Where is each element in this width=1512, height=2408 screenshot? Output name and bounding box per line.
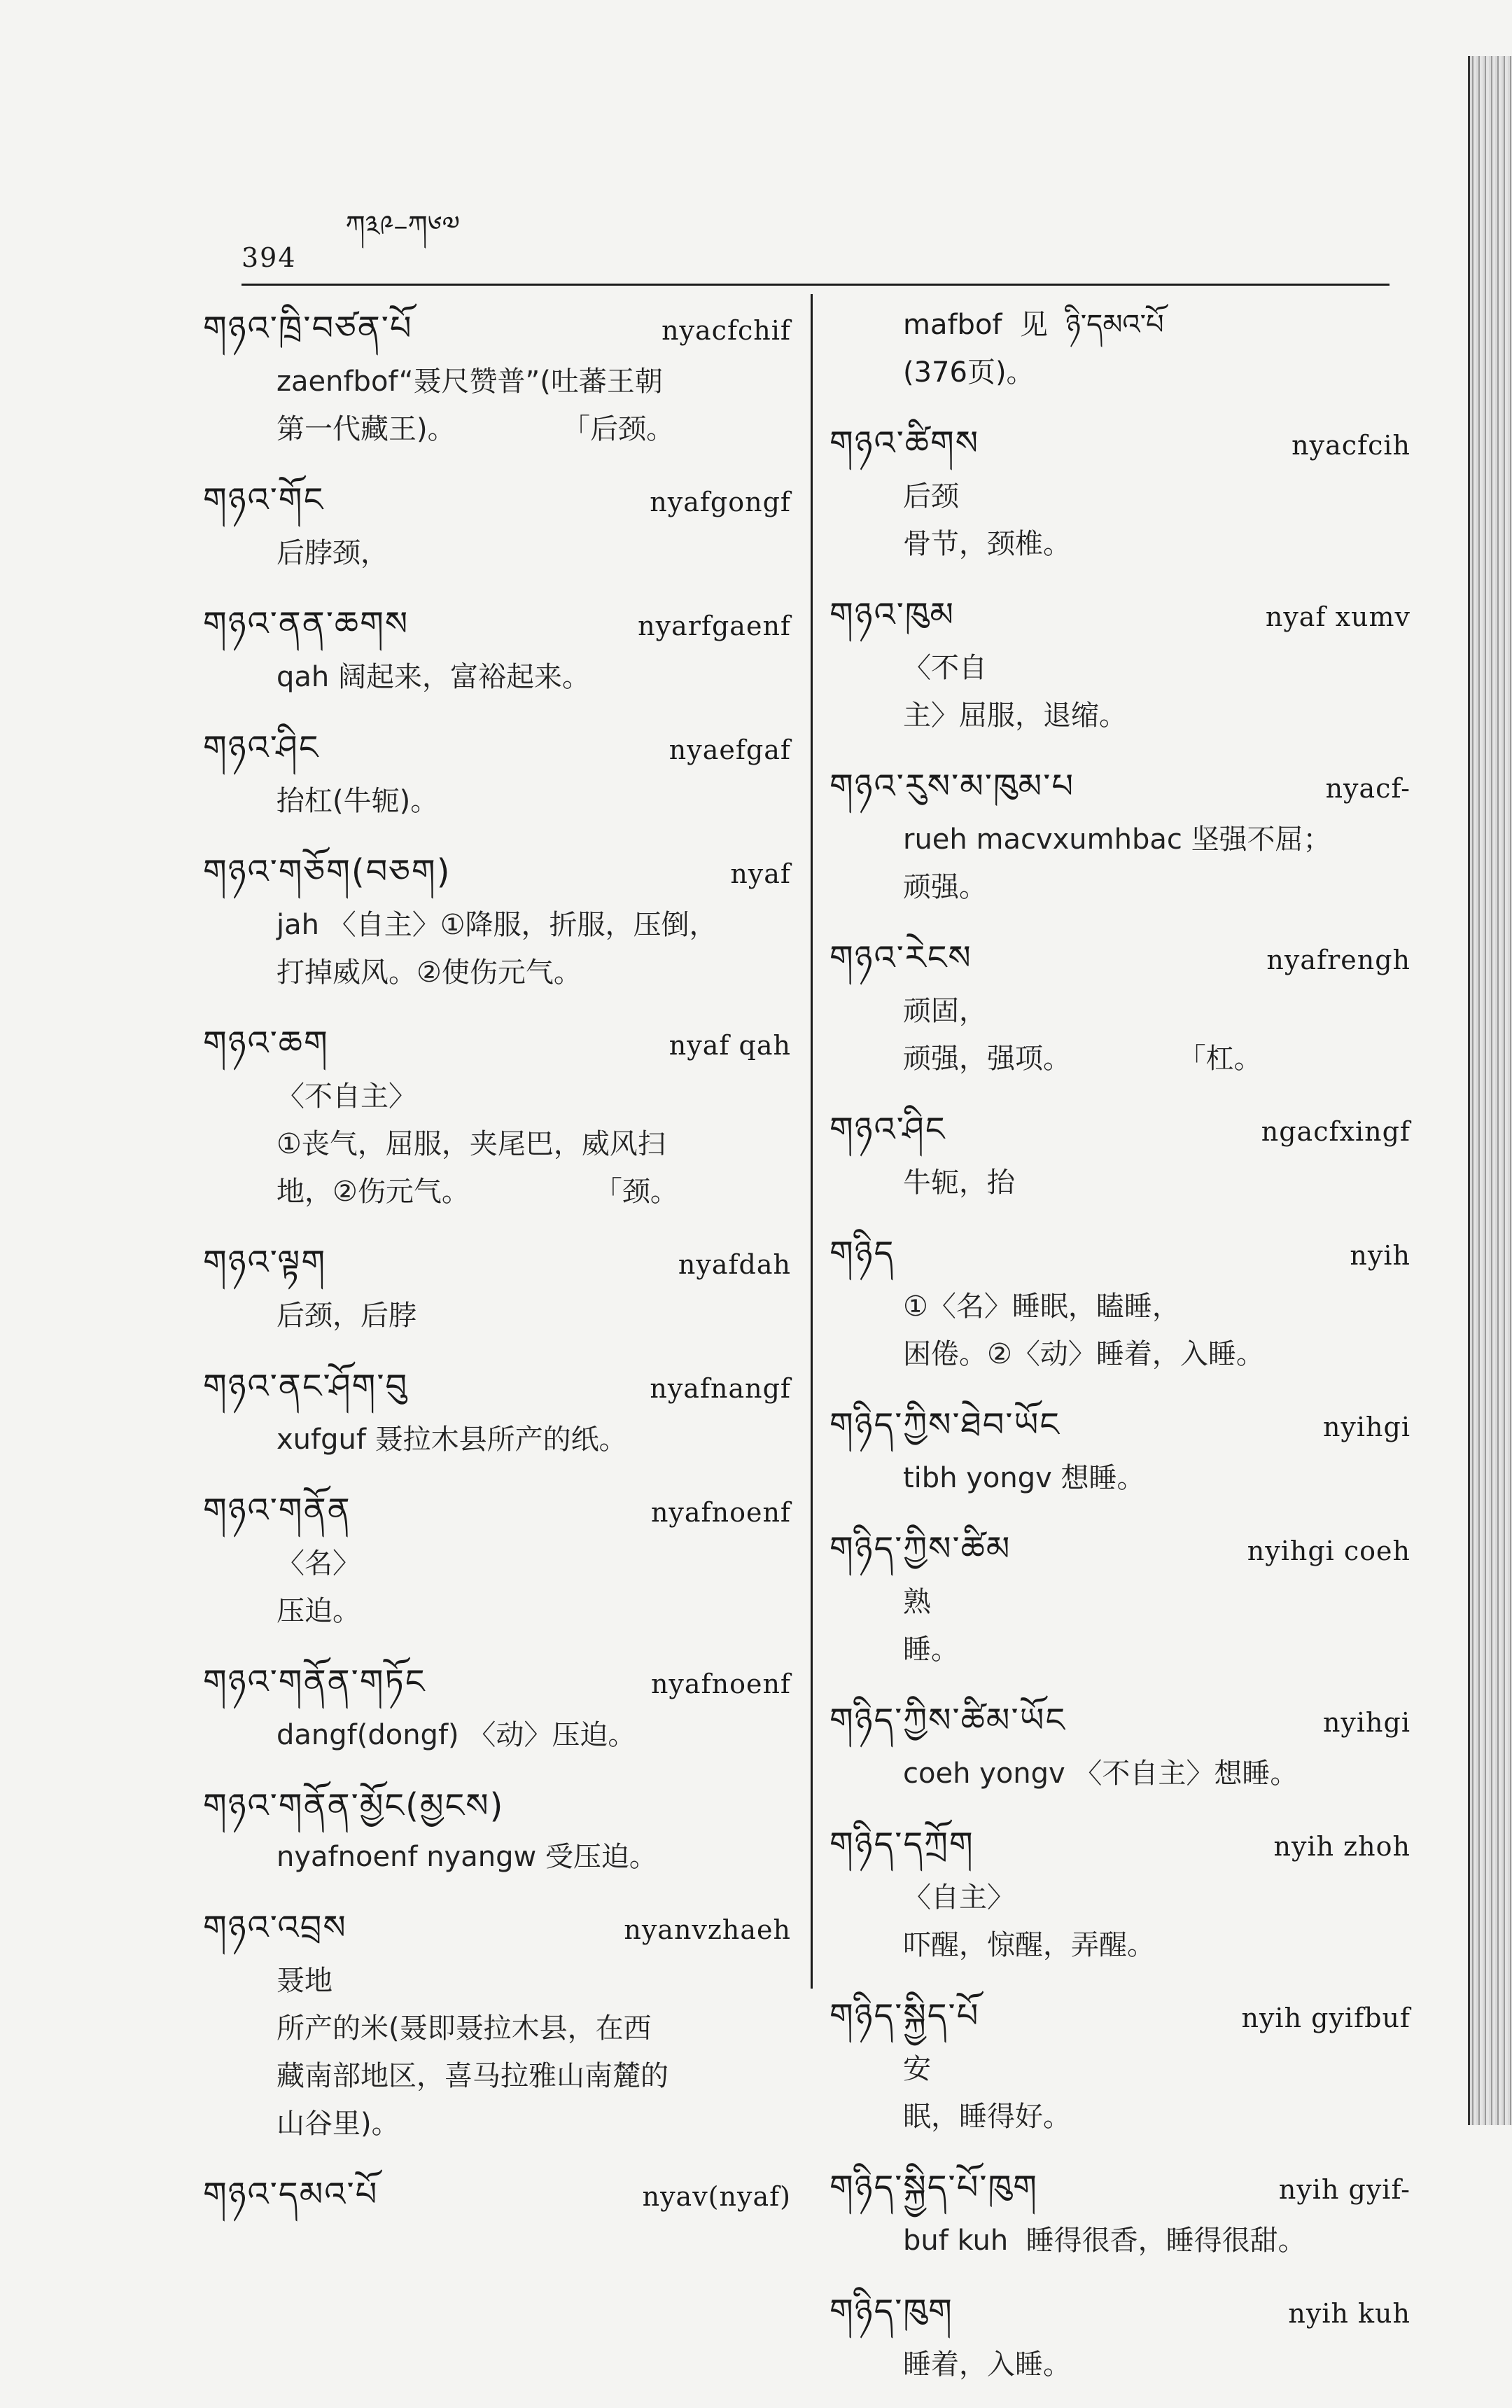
entry-headword: གཉའ་འབྲས [203,1908,347,1947]
entry-romanization: nyanvzhaeh [624,1914,791,1945]
entry-romanization: ngacfxingf [1261,1116,1410,1147]
entry-headword: གཉའ་ཤིང [203,728,320,767]
dictionary-entry-continuation [830,301,1410,396]
entry-romanization: nyacf- [1325,773,1410,804]
entry-definition: ①〈名〉睡眠，瞌睡， 困倦。②〈动〉睡着，入睡。 [903,1290,1264,1370]
entry-headword: གཉའ་ཚིགས [830,424,980,463]
entry-headword: གཉིད་ཀྱིས་ཚིམ [830,1529,1011,1568]
entry-definition: buf kuh 睡得很香，睡得很甜。 [903,2225,1306,2257]
entry-definition: 〈自主〉 吓醒，惊醒，弄醒。 [903,1881,1155,1961]
entry-headword: གཉིད [830,1234,895,1273]
entry-romanization: nyaefgaf [668,735,791,765]
entry-definition: jah 〈自主〉①降服，折服，压倒， 打掉威风。②使伤元气。 [276,909,718,989]
dictionary-entry [830,2160,1410,2264]
dictionary-entry [203,1483,791,1635]
left-column [203,301,791,2243]
entry-headword: གཉའ་རུས་མ་ཁུམ་པ [830,767,1075,806]
entry-headword: གཉིད་ཀྱིས་ཐེབ་ཡོང [830,1405,1060,1445]
entry-definition: xufguf 聂拉木县所产的纸。 [276,1424,627,1456]
entry-romanization: nyihgi coeh [1247,1536,1410,1566]
entry-definition: 熟 睡。 [903,1586,959,1666]
entry-definition: 抬杠(牛轭)。 [276,785,439,817]
entry-definition: mafbof 见 ཉི་དམའ་པོ (376页)。 [903,309,1164,389]
page-header [241,210,460,273]
page-edge-shadow [1468,56,1512,2125]
header-rule [241,284,1390,286]
entry-romanization: nyihgi [1322,1707,1410,1738]
dictionary-entry [830,1817,1410,1969]
page-number: 394 [241,242,297,273]
column-divider [811,294,813,1989]
entry-definition: 后颈，后脖 [276,1300,416,1332]
dictionary-entry [203,844,791,996]
dictionary-entry [203,1016,791,1216]
entry-headword: གཉིད་སྐྱིད་པོ་ཁུག [830,2168,1038,2207]
entry-romanization: nyafnoenf [650,1497,791,1528]
entry-headword: གཉའ་གནོན་གཏོང [203,1662,426,1701]
dictionary-entry [203,597,791,701]
dictionary-entry [203,1655,791,1759]
entry-romanization: nyav(nyaf) [642,2181,791,2212]
entry-definition: 后颈 骨节，颈椎。 [903,480,1071,560]
dictionary-entry [830,1226,1410,1378]
entry-definition: dangf(dongf) 〈动〉压迫。 [276,1719,636,1751]
entry-headword: གཉིད་ཀྱིས་ཚིམ་ཡོང [830,1701,1067,1740]
entry-romanization: nyafgongf [650,487,791,517]
entry-romanization: nyih zhoh [1273,1831,1410,1862]
entry-romanization: nyaf [730,858,791,889]
entry-romanization: nyihgi [1322,1412,1410,1442]
entry-definition: 睡着，入睡。 [903,2348,1071,2381]
entry-definition: 聂地 所产的米(聂即聂拉木县，在西 藏南部地区，喜马拉雅山南麓的 山谷里)。 [276,1965,668,2140]
entry-definition: 〈不自主〉 ①丧气，屈服，夹尾巴，威风扫 地，②伤元气。 「颈。 [276,1080,678,1208]
entry-romanization: nyih gyifbuf [1241,2003,1410,2033]
entry-headword: གཉའ་ནན་ཆགས [203,604,410,643]
entry-romanization: nyih kuh [1288,2298,1410,2329]
dictionary-entry [203,2167,791,2224]
dictionary-entry [203,1359,791,1463]
entry-definition: 安 眠，睡得好。 [903,2053,1071,2133]
entry-headword: གཉའ་དམའ་པོ [203,2175,379,2214]
dictionary-entry [203,721,791,825]
dictionary-entry [830,2284,1410,2388]
entry-romanization: nyih [1350,1240,1410,1271]
entry-romanization: nyarfgaenf [638,611,791,641]
entry-romanization: nyih gyif- [1278,2174,1410,2205]
entry-headword: གཉའ་ཆག [203,1024,329,1063]
entry-romanization: nyacfchif [662,315,791,346]
entry-headword: གཉིད་དཀྲོག [830,1825,974,1864]
dictionary-entry [203,1235,791,1339]
entry-definition: 〈不自 主〉屈服，退缩。 [903,652,1127,732]
entry-definition: 后脖颈， [276,537,388,569]
entry-definition: 顽固， 顽强，强项。 「杠。 [903,995,1262,1075]
entry-headword: གཉའ་རེངས [830,938,972,977]
entry-headword: གཉའ་ཤིང [830,1110,946,1149]
right-column [830,301,1410,2408]
dictionary-entry [830,1693,1410,1797]
running-head: ཀ༣༩–ཀ༦༧ [345,210,460,242]
entry-headword: གཉིད་སྐྱིད་པོ [830,1996,980,2035]
dictionary-entry [203,1779,791,1881]
entry-definition: tibh yongv 想睡。 [903,1462,1145,1494]
entry-headword: གཉིད་ཁུག [830,2292,953,2331]
entry-romanization: nyaf xumv [1265,601,1410,632]
dictionary-entry [830,1522,1410,1673]
entry-romanization: nyaf qah [668,1030,791,1061]
entry-headword: གཉའ་ཁུམ [830,595,955,634]
dictionary-entry [203,473,791,577]
dictionary-entry [203,301,791,453]
entry-headword: གཉའ་གཅོག(བཅག) [203,852,451,891]
dictionary-entry [830,1398,1410,1502]
entry-romanization: nyafnangf [650,1373,791,1404]
entry-romanization: nyacfcih [1292,430,1410,461]
entry-definition: zaenfbof“聂尺赞普”(吐蕃王朝 第一代藏王)。 「后颈。 [276,366,675,445]
entry-headword: གཉའ་ལྟག [203,1243,327,1282]
dictionary-entry [830,416,1410,568]
entry-definition: coeh yongv 〈不自主〉想睡。 [903,1758,1298,1790]
entry-headword: གཉའ་ནང་ཤོག་བུ [203,1367,409,1406]
entry-romanization: nyafdah [678,1249,791,1280]
dictionary-entry [830,587,1410,739]
entry-headword: གཉའ་གོང [203,480,325,520]
entry-headword: གཉའ་གནོན [203,1491,351,1530]
dictionary-entry [203,1900,791,2148]
dictionary-entry [830,1102,1410,1206]
dictionary-entry [830,1989,1410,2141]
entry-definition: qah 阔起来，富裕起来。 [276,661,590,693]
entry-headword: གཉའ་གནོན་མྱོང(མྱངས) [203,1786,505,1825]
entry-definition: 牛轭，抬 [903,1167,1015,1199]
entry-headword: གཉའ་ཁྲི་བཙན་པོ [203,309,413,348]
dictionary-entry [830,931,1410,1083]
entry-romanization: nyafrengh [1266,945,1410,975]
entry-definition: nyafnoenf nyangw 受压迫。 [276,1841,657,1873]
entry-romanization: nyafnoenf [650,1669,791,1699]
entry-definition: rueh macvxumhbac 坚强不屈； 顽强。 [903,823,1331,903]
dictionary-entry [830,759,1410,911]
entry-definition: 〈名〉 压迫。 [276,1547,360,1627]
